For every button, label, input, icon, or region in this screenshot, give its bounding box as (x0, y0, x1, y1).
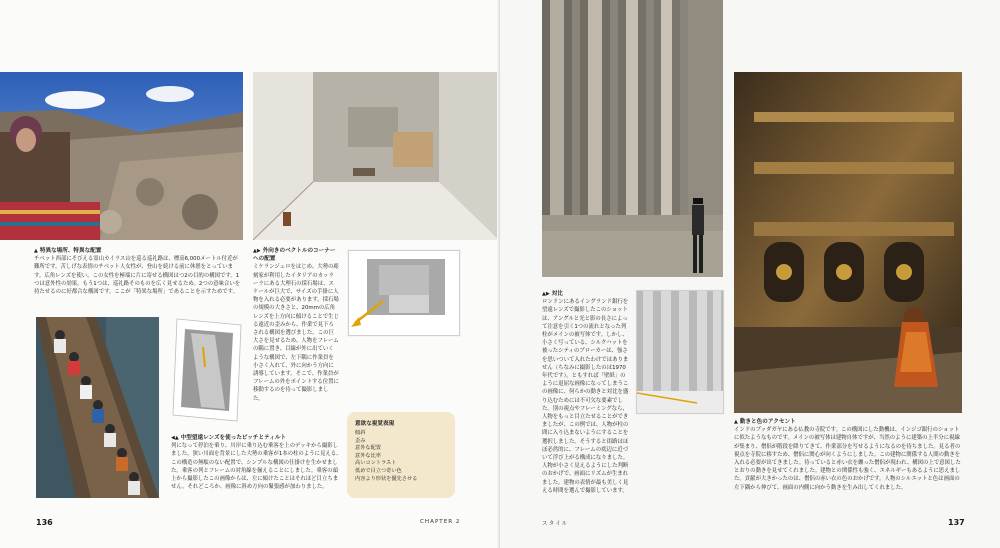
caption-body: インドのブッダガヤにある仏教の寺院です。この構図にした動機は、インジゴ銀行のショットに似たようなものです。メインの被写体は建物自体ですが、当然のように建築の上半分に視線が集まり、僧侶が階段を降りてきて、作業部分を写せるようになるのを待ちました。見る者の視点を寺院に移すため、僧侶に関心が向くようにしました。この建物に関係する人間の動きを入れる必要が出てきました。待っていると赤い衣を纏った僧侶が現われ、構図の上で意図したとおりの動きを見せてくれました。建物との関係性も強く、エネルギーもあるように思えました。貢献が大きかったのは、僧侶の赤い衣の色のおかげです。人物のシルエットと色は画面の左下隅から伸びて、画面の内側に向かう動きを生み出してくれました。 (734, 427, 961, 491)
caption-body: チベット西部にそびえる霊山カイラス山を巡る巡礼路は、標高6,000メートル付近が難所です。苦しげな表情のチベット人女性が、登山を続ける前に休憩をとっています。広角レンズを使い、この女性を極端に片に寄せる構図はつ2の目的の構図です。1つは意外性の効果。もう1つは、巡礼路そのものを広く見せるため。2つの意味合いを持たせるのに好都合な構図です。ここが「特異な場所」であることを示すためです。 (34, 256, 241, 296)
sidebar-item: 意外な配置 (355, 445, 381, 452)
caption-title: ▲▶ 対比 (542, 291, 563, 297)
photo-carrara-quarry (253, 72, 499, 240)
caption-carrara-quarry (253, 247, 339, 403)
sidebar-item: 低めで目立つ奇い色 (355, 467, 402, 474)
columns-diagram-frame (636, 290, 724, 414)
sidebar-item: 意外な比率 (355, 452, 381, 459)
caption-tibetan-pilgrim (34, 247, 242, 296)
photo-boat-passengers (36, 317, 159, 498)
triangle-bullet-icon: ▲ (34, 248, 38, 254)
caption-body: ロンドンにあるイングランド銀行を望遠レンズで撮影したこのショットは、アングルと光と影の長さによって注意を引く1つの流れとなった列柱がメインの被写体です。しかし、小さく写っている、シルクハットを被ったシティのブローカーは、強さを思いついて入れたわけではありません（ちなみに撮影したのは1970年代です）。ともすれば「壁紙」のように退屈な画像になってしまうこの画像に、何らかの動きと対比を盛り込むためには不可欠な要素でした。別の視点やフレーミングなら、人物をもっと目立たせることができましたが、この例では、人物が柱の間に入り込まないようにすることを選択しました。そうすると街路はほぼ必然的に、フレームの底辺に近づいて浮び上がる構成になりました。人物が小さく見えるようにした判断のおかげで、画面にリズムが生まれました。建物の表情が最も美しく見える時間を選んで撮影しています。 (542, 299, 629, 494)
page-number-right: 137 (948, 518, 965, 527)
triangle-bullet-icon: ◀▲ (171, 435, 179, 441)
caption-body: ミケランジェロをはじめ、大勢の彫刻家が利用したイタリアのカッラーラにある大理石の採石場は、スケールが巨大で、サイズの手掛に人物を入れる必要があります。採石場の規模の大きさと、20mmの広角レンズを上方向に傾けることで生じる遠近の歪みから、作業で見下ろされる構図を選びました。この巨大さを見せるため、人物をフレームの隅に置き、目線が外に出ていくような構図で、左下隅に作業員を小さく入れて、外に向かう方向に誘導しています。そこで、作業員がフレームの外をポイントする位置に移動するのを待って撮影しました。 (253, 264, 339, 402)
caption-title: ▲ 特異な場所、特異な配置 (34, 248, 102, 254)
caption-title: ▲▶ 外向きのベクトルのコーナーへの配置 (253, 248, 336, 263)
caption-body: 列になって停泊を乗り、川岸に乗り込む乗客を上のデッキから撮影しました。狭い川面を背景にした大勢の乗客が1本の柱のように見える、この構造の無駄のない配置で、シンプルな構図の仕掛けを生かせました。乗客の列とフレームの対角線を揃えることにしました。乗客の頭上から撮影したこの画像からは、左に傾けたことはそれほど目立ちません。それどころか、画像に斜め方向の緊張感が加わりました。 (171, 443, 342, 491)
sidebar-item: 歪み (355, 437, 366, 444)
triangle-bullet-icon: ▲▶ (542, 291, 550, 297)
caption-title: ◀▲ 中型望遠レンズを使ったピッチとティルト (171, 435, 287, 441)
right-page (500, 0, 1000, 548)
running-head-right: スタイル (542, 521, 569, 527)
caption-title: ▲ 動きと色のアクセント (734, 419, 796, 425)
triangle-bullet-icon: ▲ (734, 419, 738, 425)
caption-boat-passengers (171, 434, 343, 491)
photo-tibetan-pilgrim (0, 72, 243, 240)
visual-expression-sidebar (347, 412, 455, 498)
running-head-left: CHAPTER 2 (420, 519, 461, 525)
caption-movement-color (734, 418, 962, 492)
quarry-diagram-frame (348, 250, 460, 336)
triangle-bullet-icon: ▲▶ (253, 248, 261, 254)
page-number-left: 136 (36, 518, 53, 527)
boat-diagram-frame (171, 317, 244, 423)
photo-bodhgaya-temple (734, 72, 962, 413)
sidebar-title: 意欲な視覚表現 (355, 421, 395, 427)
sidebar-item: 高いコントラスト (355, 460, 397, 467)
sidebar-item: 内容より形状を優先させる (355, 475, 418, 482)
caption-contrast (542, 290, 630, 495)
sidebar-item: 傾斜 (355, 430, 366, 436)
photo-bank-columns (542, 0, 723, 277)
